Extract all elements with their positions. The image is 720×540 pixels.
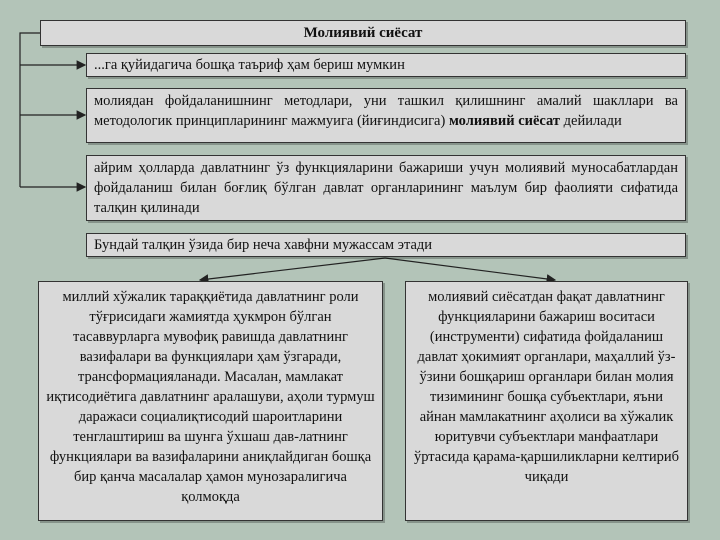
risk-text: Бундай талқин ўзида бир неча хавфни мужассам этади	[94, 237, 433, 253]
risk-left-box	[38, 281, 383, 521]
definition-methods-end: дейилади	[560, 113, 622, 129]
definition-methods-text: молиядан фойдаланишнинг методлари, уни ташкил қилишнинг амалий шакллари ва методологик принципларининг мажмуига (йиғиндисига)	[94, 93, 678, 129]
arrow-to-right-box	[385, 258, 555, 280]
definition-activity-text: айрим ҳолларда давлатнинг ўз функцияларини бажариши учун молиявий муносабатлардан фойдаланиш билан боғлиқ бўлган давлат органларининг маълум бир фаолияти сифатида талқин қилинади	[94, 160, 678, 216]
definition-intro-text: ...га қуйидагича бошқа таъриф ҳам бериш мумкин	[94, 57, 405, 73]
left-bracket-line	[20, 33, 40, 187]
definition-intro-box	[86, 53, 686, 77]
definition-box-methods	[86, 88, 686, 143]
risk-right-box	[405, 281, 688, 521]
title-text: Молиявий сиёсат	[303, 25, 423, 41]
title-box	[40, 20, 686, 46]
definition-methods-term: молиявий сиёсат	[448, 113, 561, 129]
definition-box-activity	[86, 155, 686, 221]
risk-right-text: молиявий сиёсатдан фақат давлатнинг функцияларини бажариш воситаси (инструменти) сифатида фойдаланиш давлат ҳокимият органлари, маҳаллий ўз-ўзини бошқариш органлари билан молия тизимининг бошқа субъектлари, яъни айнан мамлакатнинг аҳолиси ва хўжалик юритувчи субъектлари манфаатлари ўртасида қарама-қаршиликларни келтириб чиқади	[413, 289, 679, 485]
risk-left-text: миллий хўжалик тараққиётида давлатнинг роли тўғрисидаги жамиятда ҳукмрон бўлган тасаввурларга мувофиқ равишда давлатнинг вазифалари ва функциялари ҳам ўзгаради, трансформацияланади. Масалан, мамлакат иқтисодиётига давлатнинг аралашуви, аҳоли турмуш даражаси социалиқтисодий шароитларини тенглаштириш ва шунга ўхшаш дав-латнинг функциялари ва вазифаларини аниқлайдиган бошқа бир қанча масалалар ҳамон мунозаралигича қолмоқда	[46, 289, 375, 505]
risk-box	[86, 233, 686, 257]
arrow-to-left-box	[200, 258, 385, 280]
